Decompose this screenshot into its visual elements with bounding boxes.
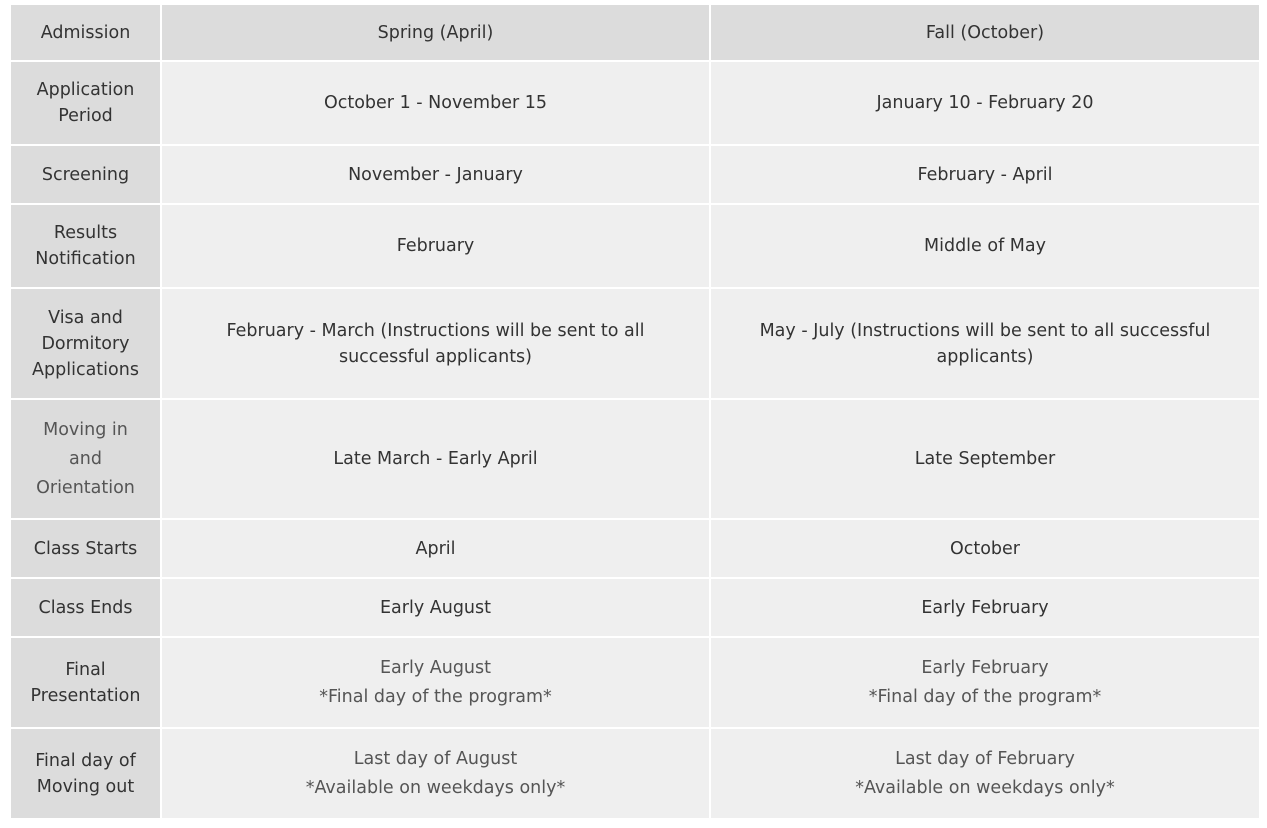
row-label: Final day of Moving out: [10, 728, 161, 819]
table-row: [10, 61, 1260, 145]
table-row: [10, 637, 1260, 728]
table-row: [10, 728, 1260, 819]
row-label: Application Period: [10, 61, 161, 145]
spring-value: February - March (Instructions will be sent to all successful applicants): [161, 288, 710, 399]
spring-value: October 1 - November 15: [161, 61, 710, 145]
spring-value: April: [161, 519, 710, 578]
table-row: [10, 578, 1260, 637]
table-row: [10, 519, 1260, 578]
row-label: Screening: [10, 145, 161, 204]
table-row: [10, 204, 1260, 288]
table-row: [10, 399, 1260, 519]
spring-value: Early August *Final day of the program*: [161, 637, 710, 728]
fall-value: February - April: [710, 145, 1260, 204]
row-label: Moving in and Orientation: [10, 399, 161, 519]
fall-value: Last day of February *Available on weekdays only*: [710, 728, 1260, 819]
row-label: Visa and Dormitory Applications: [10, 288, 161, 399]
fall-value: October: [710, 519, 1260, 578]
fall-value: Middle of May: [710, 204, 1260, 288]
fall-value: Early February: [710, 578, 1260, 637]
row-label: Final Presentation: [10, 637, 161, 728]
table-header-row: [10, 4, 1260, 61]
spring-value: February: [161, 204, 710, 288]
fall-value: January 10 - February 20: [710, 61, 1260, 145]
fall-value: May - July (Instructions will be sent to all successful applicants): [710, 288, 1260, 399]
row-label: Class Starts: [10, 519, 161, 578]
table-row: [10, 145, 1260, 204]
spring-value: Early August: [161, 578, 710, 637]
header-admission: Admission: [10, 4, 161, 61]
row-label: Results Notification: [10, 204, 161, 288]
spring-value: Late March - Early April: [161, 399, 710, 519]
row-label: Class Ends: [10, 578, 161, 637]
fall-value: Late September: [710, 399, 1260, 519]
spring-value: Last day of August *Available on weekdays only*: [161, 728, 710, 819]
header-spring: Spring (April): [161, 4, 710, 61]
table-row: [10, 288, 1260, 399]
spring-value: November - January: [161, 145, 710, 204]
header-fall: Fall (October): [710, 4, 1260, 61]
fall-value: Early February *Final day of the program*: [710, 637, 1260, 728]
admission-schedule-table: [9, 3, 1261, 820]
